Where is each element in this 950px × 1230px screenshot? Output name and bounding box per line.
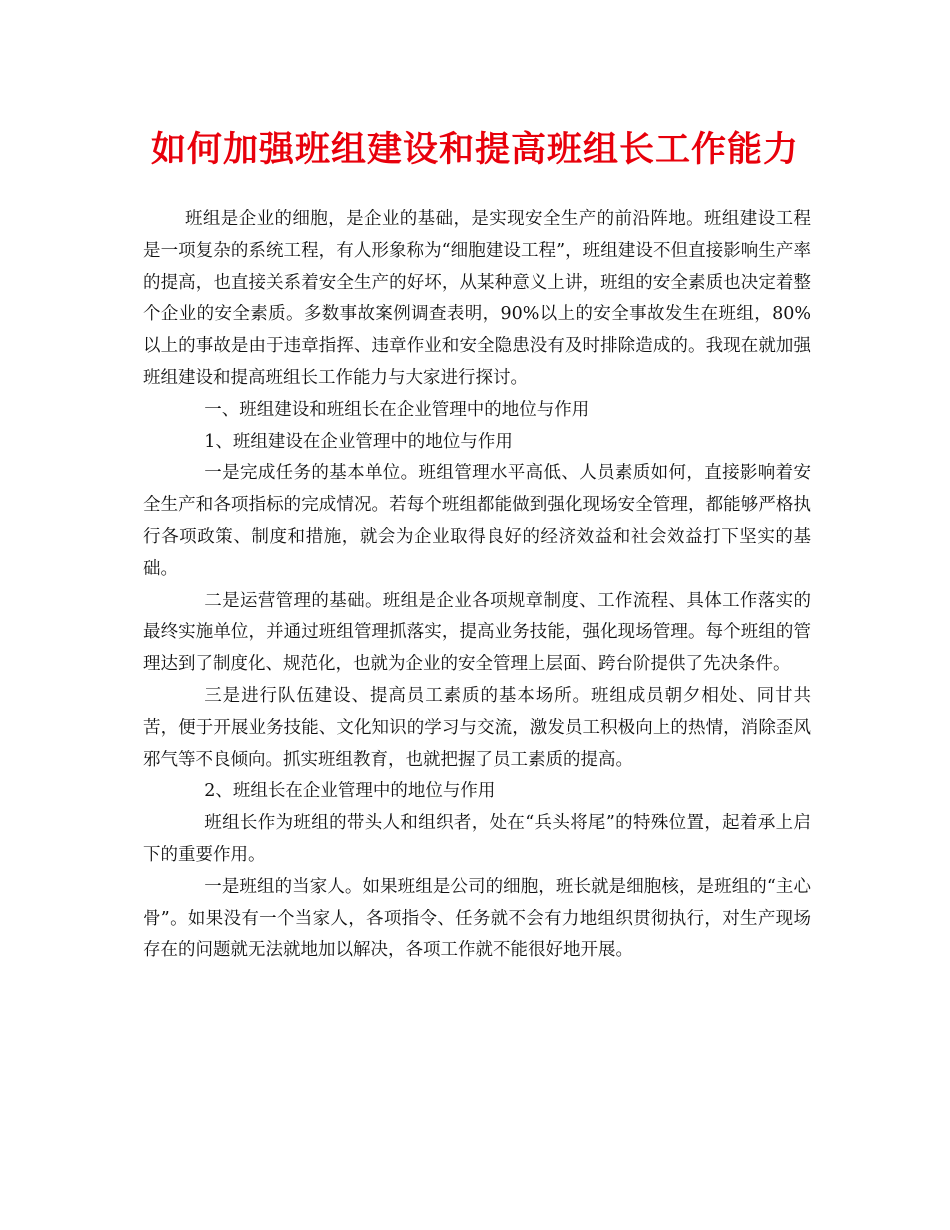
paragraph-intro: 班组是企业的细胞，是企业的基础，是实现安全生产的前沿阵地。班组建设工程是一项复杂的系统工程，有人形象称为“细胞建设工程”，班组建设不但直接影响生产率的提高，也直接关系着安全生产的好坏，从某种意义上讲，班组的安全素质也决定着整个企业的安全素质。多数事故案例调查表明，90%以上的安全事故发生在班组，80%以上的事故是由于违章指挥、违章作业和安全隐患没有及时排除造成的。我现在就加强班组建设和提高班组长工作能力与大家进行探讨。 [143,209,811,388]
subsection-heading-1: 1、班组建设在企业管理中的地位与作用 [204,431,513,452]
paragraph-leader-point-1: 一是班组的当家人。如果班组是公司的细胞，班长就是细胞核，是班组的“主心骨”。如果没有一个当家人，各项指令、任务就不会有力地组织贯彻执行，对生产现场存在的问题就无法就地加以解决，各项工作就不能很好地开展。 [143,876,811,961]
document-title: 如何加强班组建设和提高班组长工作能力 [150,129,799,170]
paragraph-point-3: 三是进行队伍建设、提高员工素质的基本场所。班组成员朝夕相处、同甘共苦，便于开展业务技能、文化知识的学习与交流，激发员工积极向上的热情，消除歪风邪气等不良倾向。抓实班组教育，也就把握了员工素质的提高。 [143,685,811,770]
section-heading-1: 一、班组建设和班组长在企业管理中的地位与作用 [204,399,590,420]
paragraph-leader-role: 班组长作为班组的带头人和组织者，处在“兵头将尾”的特殊位置，起着承上启下的重要作用。 [143,813,811,865]
paragraph-point-2: 二是运营管理的基础。班组是企业各项规章制度、工作流程、具体工作落实的最终实施单位，并通过班组管理抓落实，提高业务技能，强化现场管理。每个班组的管理达到了制度化、规范化，也就为企业的安全管理上层面、跨台阶提供了先决条件。 [143,590,811,675]
subsection-heading-2: 2、班组长在企业管理中的地位与作用 [204,781,496,802]
paragraph-point-1: 一是完成任务的基本单位。班组管理水平高低、人员素质如何，直接影响着安全生产和各项指标的完成情况。若每个班组都能做到强化现场安全管理，都能够严格执行各项政策、制度和措施，就会为企业取得良好的经济效益和社会效益打下坚实的基础。 [143,463,811,579]
document-body [143,204,811,967]
